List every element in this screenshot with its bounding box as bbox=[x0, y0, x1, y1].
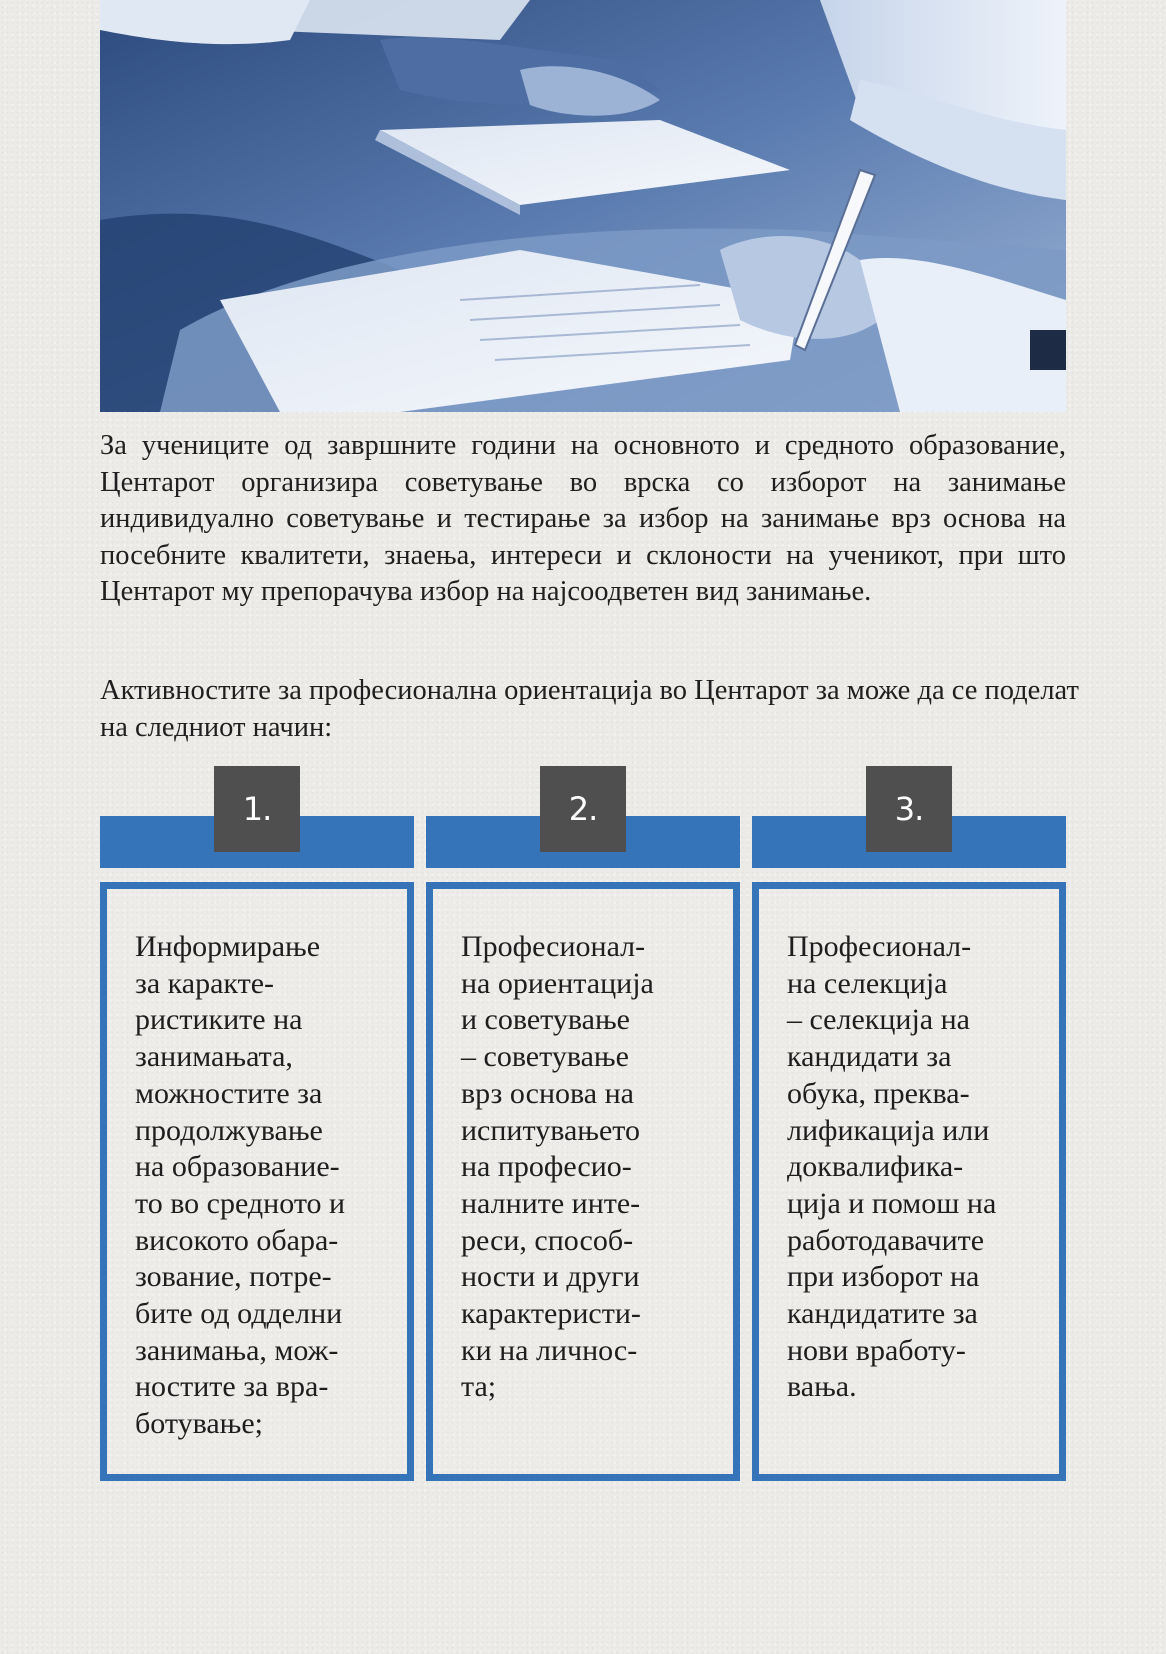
photo-illustration bbox=[100, 0, 1066, 412]
activity-card bbox=[100, 882, 414, 1481]
intro-paragraph: За учениците од завршните години на основното и средното образование, Центарот организира советување во врска со изборот на занимање индивидуално советување и тестирање за избор на занимање врз основа на посебните квалитети, знаења, интереси и склоности на ученикот, при што Центарот му препорачува избор на најсоодветен вид занимање. bbox=[100, 430, 1066, 607]
number-badge: 3. bbox=[866, 766, 952, 852]
number-badge: 1. bbox=[214, 766, 300, 852]
activity-card-text: Информирање за каракте- ристиките на занимањата, можностите за продолжување на образование- то во средното и високото обара- зование, потре- бите од одделни занимања, мож- ностите за вра- ботување; bbox=[135, 930, 346, 1441]
meeting-writing-photo bbox=[100, 0, 1066, 412]
activity-card-text: Професионал- на ориентација и советување – советување врз основа на испитувањето на професио- налните инте- реси, способ- ности и други карактеристи- ки на личнос- та; bbox=[461, 930, 654, 1404]
activity-card bbox=[426, 882, 740, 1481]
number-badge: 2. bbox=[540, 766, 626, 852]
activities-lead-paragraph: Активностите за професионална ориентација во Центарот за може да се поделат на следниот начин: bbox=[100, 675, 1079, 743]
activity-card-text: Професионал- на селекција – селекција на кандидати за обука, преква- лификација или доквалифика- ција и помош на работодавачите при изборот на кандидатите за нови вработу- вања. bbox=[787, 930, 997, 1404]
activity-card bbox=[752, 882, 1066, 1481]
